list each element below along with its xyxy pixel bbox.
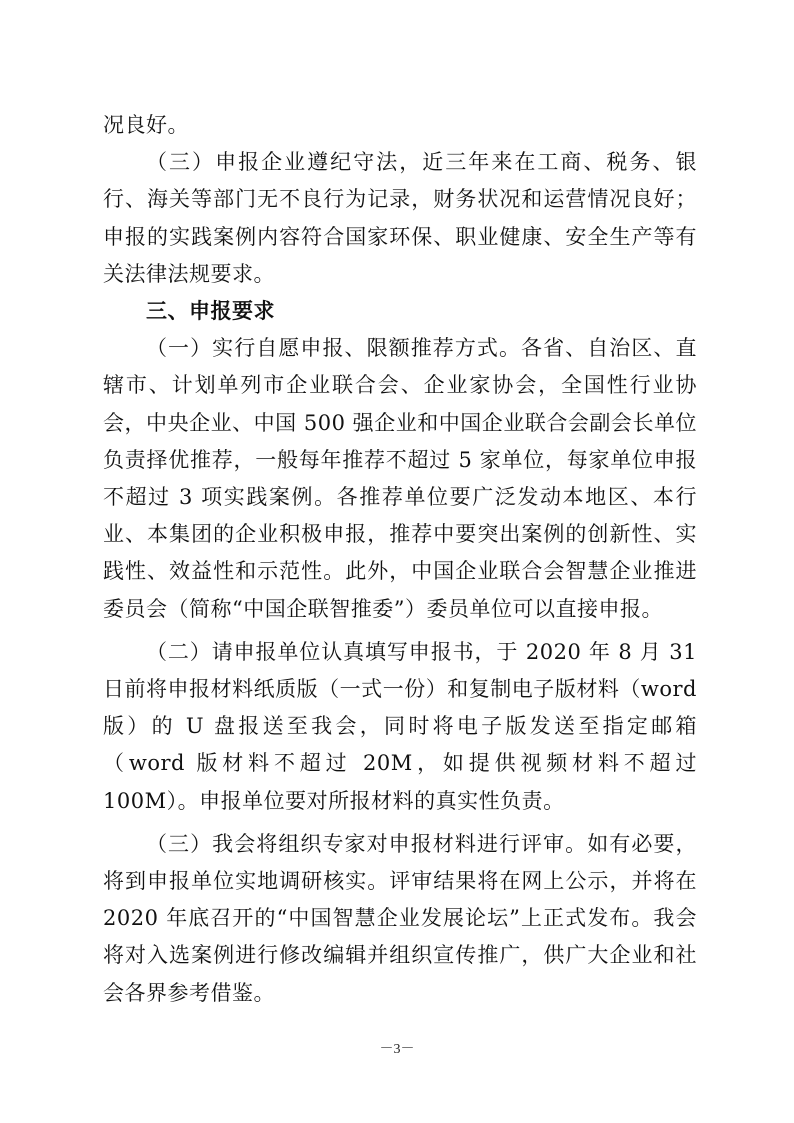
paragraph-submission-instructions: （二）请申报单位认真填写申报书，于 2020 年 8 月 31 日前将申报材料纸质版（一式一份）和复制电子版材料（word 版）的 U 盘报送至我会，同时将电子版发送至指定邮箱（word 版材料不超过 20M，如提供视频材料不超过 100M）。申报单位要对所报材料的真实性负责。 (103, 639, 697, 813)
paragraph-continuation: 况良好。 (103, 113, 189, 137)
page-number: －3－ (379, 1042, 415, 1057)
section-heading-application-requirements: 三、申报要求 (146, 299, 275, 324)
paragraph-compliance-requirement: （三）申报企业遵纪守法，近三年来在工商、税务、银行、海关等部门无不良行为记录，财务状况和运营情况良好；申报的实践案例内容符合国家环保、职业健康、安全生产等有关法律法规要求。 (103, 150, 697, 286)
paragraph-review-process: （三）我会将组织专家对申报材料进行评审。如有必要，将到申报单位实地调研核实。评审结果将在网上公示，并将在 2020 年底召开的“中国智慧企业发展论坛”上正式发布。我会将对入选案例进行修改编辑并组织宣传推广，供广大企业和社会各界参考借鉴。 (103, 831, 697, 1005)
paragraph-voluntary-application: （一）实行自愿申报、限额推荐方式。各省、自治区、直辖市、计划单列市企业联合会、企业家协会，全国性行业协会，中央企业、中国 500 强企业和中国企业联合会副会长单位负责择优推荐，一般每年推荐不超过 5 家单位，每家单位申报不超过 3 项实践案例。各推荐单位要广泛发动本地区、本行业、本集团的企业积极申报，推荐中要突出案例的创新性、实践性、效益性和示范性。此外，中国企业联合会智慧企业推进委员会（简称“中国企联智推委”）委员单位可以直接申报。 (103, 336, 697, 621)
document-page (103, 107, 697, 1012)
